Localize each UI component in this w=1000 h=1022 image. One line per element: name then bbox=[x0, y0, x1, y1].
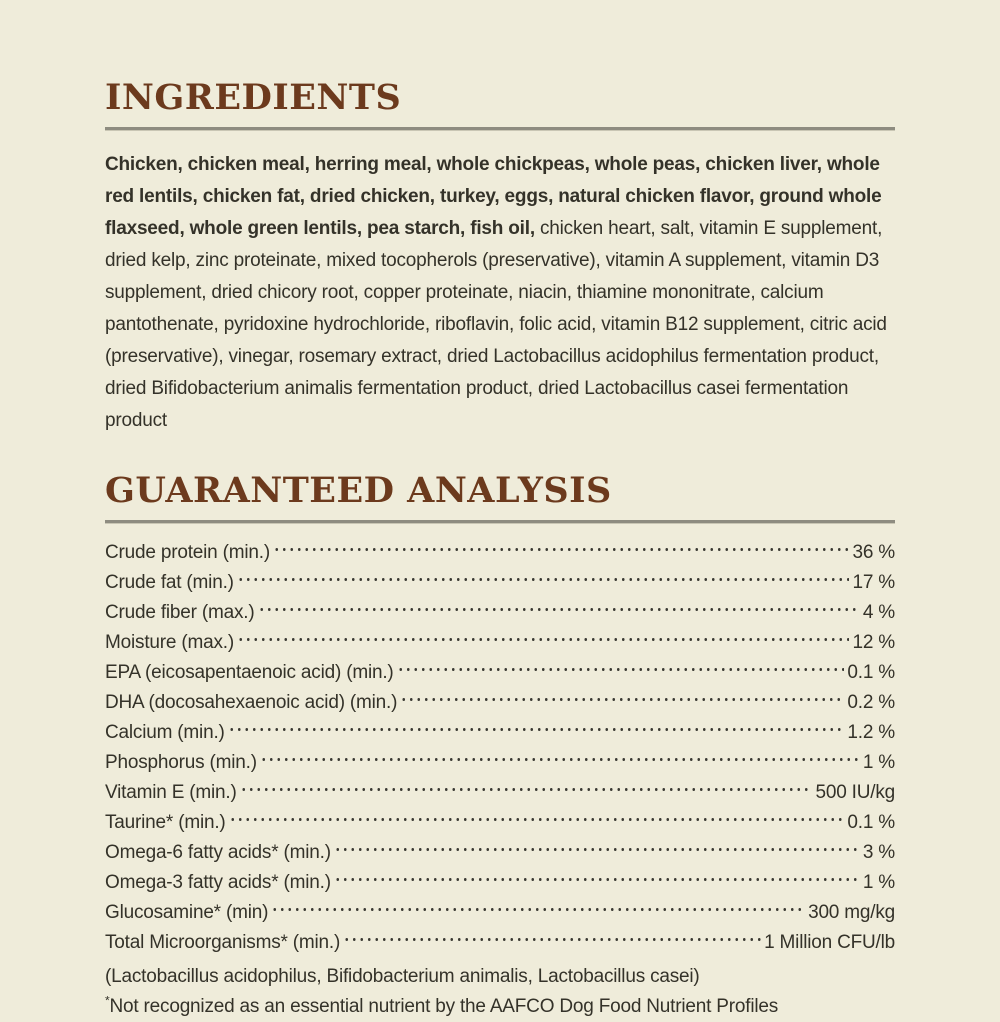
analysis-label: Crude protein (min.) bbox=[105, 541, 270, 563]
analysis-label: Crude fiber (max.) bbox=[105, 601, 255, 623]
analysis-value: 17 % bbox=[852, 571, 895, 593]
dot-leader bbox=[237, 575, 850, 588]
ingredients-section bbox=[105, 77, 895, 437]
analysis-value: 1 Million CFU/lb bbox=[764, 931, 895, 953]
analysis-value: 1 % bbox=[862, 751, 895, 773]
analysis-row-dha bbox=[105, 692, 895, 722]
analysis-label: DHA (docosahexaenoic acid) (min.) bbox=[105, 691, 398, 713]
footnote-text: Not recognized as an essential nutrient by the AAFCO Dog Food Nutrient Profiles bbox=[109, 995, 779, 1017]
dot-leader bbox=[229, 815, 845, 828]
analysis-label: Crude fat (min.) bbox=[105, 571, 234, 593]
microorganisms-species-note: (Lactobacillus acidophilus, Bifidobacterium animalis, Lactobacillus casei) bbox=[105, 965, 700, 987]
analysis-label: Glucosamine* (min) bbox=[105, 901, 269, 923]
analysis-row-vitamin-e bbox=[105, 782, 895, 812]
dot-leader bbox=[273, 545, 850, 558]
analysis-label: Total Microorganisms* (min.) bbox=[105, 931, 341, 953]
dot-leader bbox=[271, 905, 805, 918]
dot-leader bbox=[343, 935, 761, 948]
dot-leader bbox=[240, 785, 813, 798]
analysis-row-phosphorus bbox=[105, 752, 895, 782]
analysis-value: 4 % bbox=[862, 601, 895, 623]
analysis-label: Omega-6 fatty acids* (min.) bbox=[105, 841, 331, 863]
analysis-label: Moisture (max.) bbox=[105, 631, 234, 653]
analysis-label: Phosphorus (min.) bbox=[105, 751, 257, 773]
analysis-row-crude-protein bbox=[105, 542, 895, 572]
analysis-value: 12 % bbox=[852, 631, 895, 653]
analysis-value: 500 IU/kg bbox=[815, 781, 895, 803]
analysis-value: 1 % bbox=[862, 871, 895, 893]
analysis-row-omega-3 bbox=[105, 872, 895, 902]
dot-leader bbox=[260, 755, 860, 768]
ingredients-primary-text: Chicken, chicken meal, herring meal, whole chickpeas, whole peas, chicken liver, whole red lentils, chicken fat, dried chicken, turkey, eggs, natural chicken flavor, ground whole flaxseed, whole green lentils, pea starch, fish oil, bbox=[105, 153, 882, 239]
analysis-value: 1.2 % bbox=[847, 721, 895, 743]
analysis-label: EPA (eicosapentaenoic acid) (min.) bbox=[105, 661, 394, 683]
analysis-value: 36 % bbox=[852, 541, 895, 563]
footnote-asterisk: * bbox=[105, 993, 110, 1008]
ingredients-secondary-text: chicken heart, salt, vitamin E supplement, dried kelp, zinc proteinate, mixed tocopherols (preservative), vitamin A supplement, vitamin D3 supplement, dried chicory root, copper proteinate, niacin, thiamine mononitrate, calcium pantothenate, pyridoxine hydrochloride, riboflavin, folic acid, vitamin B12 supplement, citric acid (preservative), vinegar, rosemary extract, dried Lactobacillus acidophilus fermentation product, dried Bifidobacterium animalis fermentation product, dried Lactobacillus casei fermentation product bbox=[105, 217, 887, 431]
analysis-value: 0.1 % bbox=[847, 811, 895, 833]
analysis-label: Vitamin E (min.) bbox=[105, 781, 237, 803]
analysis-row-crude-fat bbox=[105, 572, 895, 602]
dot-leader bbox=[228, 725, 845, 738]
analysis-label: Taurine* (min.) bbox=[105, 811, 226, 833]
analysis-row-total-microorganisms bbox=[105, 932, 895, 962]
analysis-row-taurine bbox=[105, 812, 895, 842]
analysis-value: 0.2 % bbox=[847, 691, 895, 713]
dot-leader bbox=[258, 605, 860, 618]
dot-leader bbox=[334, 875, 860, 888]
analysis-label: Omega-3 fatty acids* (min.) bbox=[105, 871, 331, 893]
guaranteed-analysis-title: GUARANTEED ANALYSIS bbox=[105, 469, 612, 511]
analysis-row-calcium bbox=[105, 722, 895, 752]
dot-leader bbox=[397, 665, 845, 678]
dot-leader bbox=[400, 695, 844, 708]
analysis-row-glucosamine bbox=[105, 902, 895, 932]
guaranteed-analysis-divider bbox=[105, 520, 895, 524]
aafco-footnote bbox=[105, 992, 895, 1022]
analysis-value: 3 % bbox=[862, 841, 895, 863]
analysis-row-epa bbox=[105, 662, 895, 692]
guaranteed-analysis-table bbox=[105, 542, 895, 962]
guaranteed-analysis-section bbox=[105, 469, 895, 1022]
analysis-row-moisture bbox=[105, 632, 895, 662]
ingredients-list bbox=[105, 149, 895, 437]
ingredients-divider bbox=[105, 127, 895, 131]
dot-leader bbox=[334, 845, 860, 858]
analysis-row-crude-fiber bbox=[105, 602, 895, 632]
analysis-row-omega-6 bbox=[105, 842, 895, 872]
ingredients-title: INGREDIENTS bbox=[105, 77, 402, 118]
analysis-value: 0.1 % bbox=[847, 661, 895, 683]
analysis-value: 300 mg/kg bbox=[808, 901, 895, 923]
analysis-label: Calcium (min.) bbox=[105, 721, 225, 743]
dot-leader bbox=[237, 635, 850, 648]
